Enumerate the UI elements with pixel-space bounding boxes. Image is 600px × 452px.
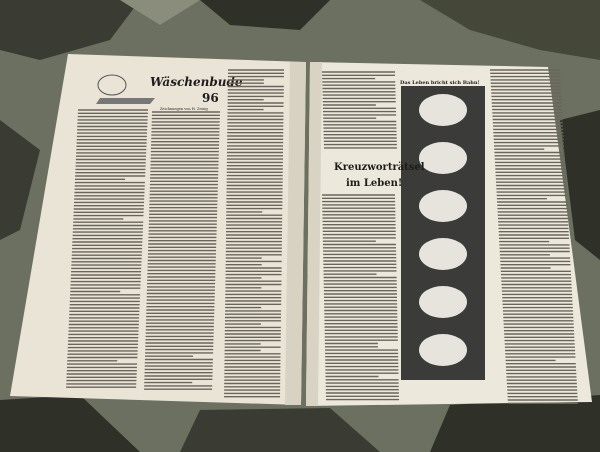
masthead-subtitle: Zeichnungen von H. Zeisig <box>160 107 208 111</box>
masthead-number: 96 <box>202 91 219 105</box>
article-title-line1: Kreuzworträtsel <box>334 162 425 173</box>
photo-strip <box>401 86 485 380</box>
egg-photo <box>419 334 467 366</box>
egg-photo <box>419 238 467 270</box>
masthead-title: Wäschenbude <box>150 75 243 89</box>
egg-photo <box>419 94 467 126</box>
egg-photo <box>419 286 467 318</box>
article-title-line2: im Leben! <box>346 178 403 189</box>
photo-caption: Das Leben bricht sich Bahn! <box>400 80 480 86</box>
egg-photo <box>419 142 467 174</box>
egg-photo <box>419 190 467 222</box>
